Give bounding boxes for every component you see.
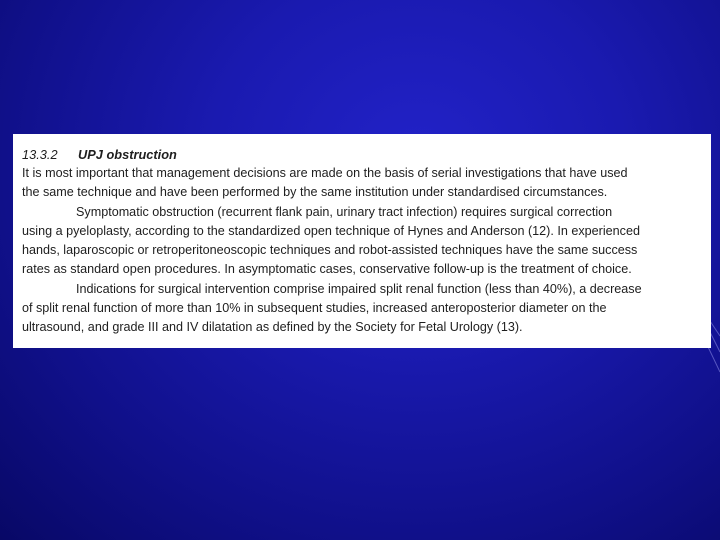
section-heading: [22, 145, 701, 164]
paragraph-line: Symptomatic obstruction (recurrent flank pain, urinary tract infection) requires surgical correction: [76, 204, 613, 219]
paragraph-3: [22, 280, 701, 338]
paragraph-line: hands, laparoscopic or retroperitoneoscopic techniques and robot-assisted techniques have the same success: [22, 243, 638, 258]
paragraph-line: the same technique and have been performed by the same institution under standardised circumstances.: [22, 185, 608, 200]
document-excerpt: [13, 134, 711, 348]
paragraph-line: Indications for surgical intervention comprise impaired split renal function (less than 40%), a decrease: [76, 281, 642, 296]
paragraph-line: rates as standard open procedures. In asymptomatic cases, conservative follow-up is the treatment of choice.: [22, 262, 632, 277]
section-title: UPJ obstruction: [78, 147, 177, 162]
paragraph-2: [22, 203, 701, 280]
paragraph-line: using a pyeloplasty, according to the standardized open technique of Hynes and Anderson (12). In experienced: [22, 223, 640, 238]
paragraph-line: It is most important that management decisions are made on the basis of serial investigations that have used: [22, 166, 628, 180]
paragraph-line: of split renal function of more than 10% in subsequent studies, increased anteroposterior diameter on the: [22, 301, 607, 316]
paragraph-1: [22, 164, 701, 203]
section-number: 13.3.2: [22, 147, 58, 162]
paragraph-line: ultrasound, and grade III and IV dilatation as defined by the Society for Fetal Urology (13).: [22, 320, 523, 335]
